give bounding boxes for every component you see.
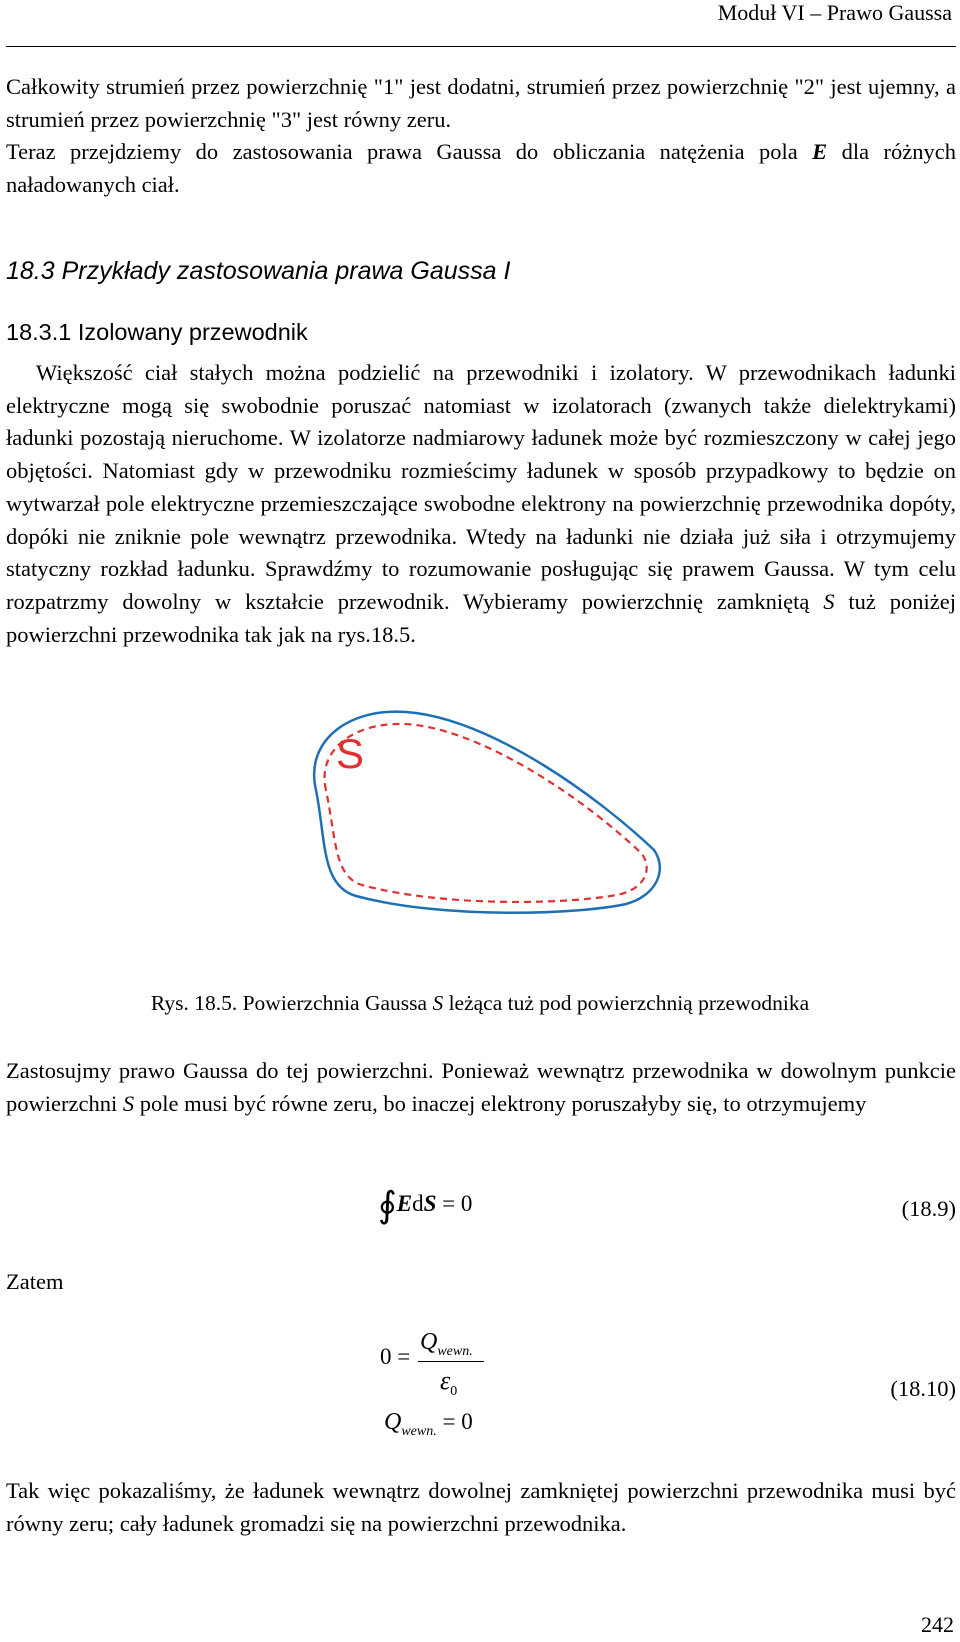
eq1-d: d (412, 1191, 424, 1216)
eq2-line2 (384, 1409, 473, 1440)
eq2-line2-rhs: = 0 (442, 1409, 473, 1434)
eq2-lhs: 0 = (380, 1344, 411, 1369)
contour-integral-symbol: ∮ (378, 1185, 397, 1225)
vector-E: E (812, 139, 828, 165)
caption-text-b: leżąca tuż pod powierzchnią przewodnika (443, 991, 810, 1015)
header-rule (6, 46, 956, 47)
equation-number-18-10: (18.10) (890, 1376, 956, 1401)
eq1-S: S (423, 1191, 437, 1216)
conclusion-paragraph: Tak więc pokazaliśmy, że ładunek wewnątrz dowolnej zamkniętej powierzchni przewodnika musi być równy zeru; cały ładunek gromadzi się na powierzchni przewodnika. (6, 1478, 956, 1536)
body-text-1b: tuż poniżej powierzchni przewodnika tak jak na rys.18.5. (6, 588, 956, 647)
figure-caption (0, 991, 960, 1016)
figure-gauss-surface (296, 710, 672, 925)
intro-text-2b: dla różnych naładowanych ciał. (6, 139, 956, 198)
gauss-surface-label: S (336, 730, 365, 777)
caption-text-a: Rys. 18.5. Powierzchnia Gaussa (150, 991, 433, 1015)
eq2-line2-sub: wewn. (401, 1424, 437, 1439)
eq2-num-sub: wewn. (437, 1344, 473, 1359)
subsection-heading: 18.3.1 Izolowany przewodnik (6, 319, 308, 345)
page-header: Moduł VI – Prawo Gaussa (717, 0, 952, 25)
intro-text-2a: Teraz przejdziemy do zastosowania prawa Gaussa do obliczania natężenia pola (6, 139, 813, 165)
surface-S-2: S (122, 1090, 135, 1116)
body-text-1a: Większość ciał stałych można podzielić na przewodniki i izolatory. W przewodnikach ładunki elektryczne mogą się swobodnie poruszać natomiast w izolatorach (zwanych także dielektrykami) ładunki pozostają nieruchome. W izolatorze nadmiarowy ładunek może być rozmieszczony w całej jego objętości. Natomiast gdy w przewodniku rozmieścimy ładunek w sposób przypadkowy to będzie on wytwarzał pole elektryczne przemieszczające swobodne elektrony na powierzchnię przewodnika dopóty, dopóki nie zniknie pole wewnątrz przewodnika. Wtedy na ładunki nie działa już siła i otrzymujemy statyczny rozkład ładunku. Sprawdźmy to rozumowanie posługując się prawem Gaussa. W tym celu rozpatrzmy dowolny w kształcie przewodnik. Wybieramy powierzchnię zamkniętą (6, 360, 956, 614)
equation-number-18-9: (18.9) (901, 1196, 956, 1221)
eq2-den-eps: ε (440, 1366, 451, 1395)
eq2-num-Q: Q (420, 1329, 438, 1355)
conductor-diagram (296, 710, 672, 920)
eq2-denominator (440, 1366, 457, 1400)
body-text-2a: Zastosujmy prawo Gaussa do tej powierzchni. Ponieważ wewnątrz przewodnika w dowolnym punkcie powierzchni (6, 1058, 956, 1116)
caption-S: S (432, 991, 444, 1015)
surface-S: S (823, 588, 835, 614)
eq2-fraction-line (418, 1361, 484, 1362)
body-paragraph-1 (6, 357, 956, 651)
zatem-text: Zatem (6, 1269, 64, 1294)
equation-18-9 (378, 1184, 472, 1226)
eq2-numerator (420, 1329, 473, 1360)
intro-paragraph (6, 71, 956, 202)
page-number: 242 (921, 1612, 954, 1637)
gauss-surface-dashed (325, 724, 647, 902)
conductor-outline (314, 712, 660, 913)
eq2-den-sub: 0 (450, 1384, 458, 1399)
eq2-line2-Q: Q (384, 1409, 402, 1435)
body-text-2b: pole musi być równe zeru, bo inaczej elektrony poruszałyby się, to otrzymujemy (134, 1090, 867, 1116)
eq1-E: E (396, 1191, 413, 1216)
section-heading: 18.3 Przykłady zastosowania prawa Gaussa I (6, 257, 511, 285)
intro-text-1: Całkowity strumień przez powierzchnię "1" jest dodatni, strumień przez powierzchnię "2" jest ujemny, a strumień przez powierzchnię "3" jest równy zeru. (6, 74, 956, 132)
eq1-rhs: = 0 (442, 1191, 473, 1216)
body-paragraph-2 (6, 1055, 956, 1120)
